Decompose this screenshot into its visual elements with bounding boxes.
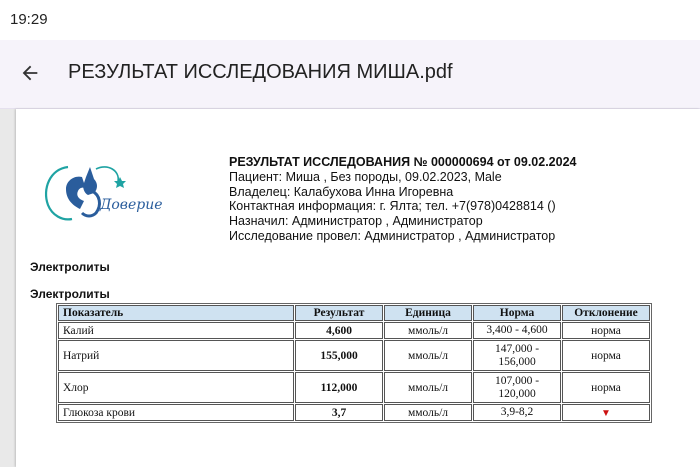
patient-line: Пациент: Миша , Без породы, 09.02.2023, Male [229, 169, 502, 184]
cell-deviation: норма [562, 372, 650, 403]
results-table [56, 303, 652, 423]
table-row [58, 372, 650, 403]
cell-name: Натрий [58, 340, 294, 371]
cell-unit: ммоль/л [384, 372, 472, 403]
report-header [229, 155, 576, 244]
back-button[interactable] [12, 55, 48, 91]
performed-line: Исследование провел: Администратор , Администратор [229, 228, 556, 243]
cell-result: 155,000 [295, 340, 383, 371]
cell-name: Глюкоза крови [58, 404, 294, 421]
logo-text: Доверие [100, 197, 163, 213]
cell-unit: ммоль/л [384, 340, 472, 371]
header-unit: Единица [384, 305, 472, 321]
cell-unit: ммоль/л [384, 322, 472, 339]
cell-unit: ммоль/л [384, 404, 472, 421]
cell-result: 4,600 [295, 322, 383, 339]
header-norm: Норма [473, 305, 561, 321]
cell-norm: 147,000 - 156,000 [473, 340, 561, 371]
owner-line: Владелец: Калабухова Инна Игоревна [229, 184, 454, 199]
cell-result: 3,7 [295, 404, 383, 421]
clinic-logo [38, 155, 178, 231]
cell-deviation [562, 404, 650, 421]
cell-name: Хлор [58, 372, 294, 403]
assigned-line: Назначил: Администратор , Администратор [229, 214, 483, 229]
cell-deviation: норма [562, 322, 650, 339]
section-title-electrolytes: Электролиты [30, 260, 110, 274]
table-title-electrolytes: Электролиты [30, 287, 110, 301]
cell-norm: 3,9-8,2 [473, 404, 561, 421]
contact-line: Контактная информация: г. Ялта; тел. +7(978)0428814 () [229, 199, 556, 214]
header-deviation: Отклонение [562, 305, 650, 321]
table-row [58, 340, 650, 371]
red-down-triangle-icon: ▼ [601, 407, 611, 419]
status-time: 19:29 [10, 11, 48, 28]
cell-norm: 3,400 - 4,600 [473, 322, 561, 339]
pdf-page [16, 109, 700, 467]
table-header-row [58, 305, 650, 321]
app-bar [0, 40, 700, 109]
header-indicator: Показатель [58, 305, 294, 321]
status-bar [0, 0, 700, 40]
arrow-left-icon [19, 62, 41, 84]
table-row [58, 404, 650, 421]
pdf-viewer[interactable] [0, 109, 700, 467]
cell-result: 112,000 [295, 372, 383, 403]
cell-norm: 107,000 - 120,000 [473, 372, 561, 403]
pet-logo-icon [38, 155, 178, 231]
table-row [58, 322, 650, 339]
document-title: РЕЗУЛЬТАТ ИССЛЕДОВАНИЯ МИША.pdf [68, 61, 453, 83]
cell-deviation: норма [562, 340, 650, 371]
cell-name: Калий [58, 322, 294, 339]
report-title: РЕЗУЛЬТАТ ИССЛЕДОВАНИЯ № 000000694 от 09.02.2024 [229, 155, 577, 169]
header-result: Результат [295, 305, 383, 321]
